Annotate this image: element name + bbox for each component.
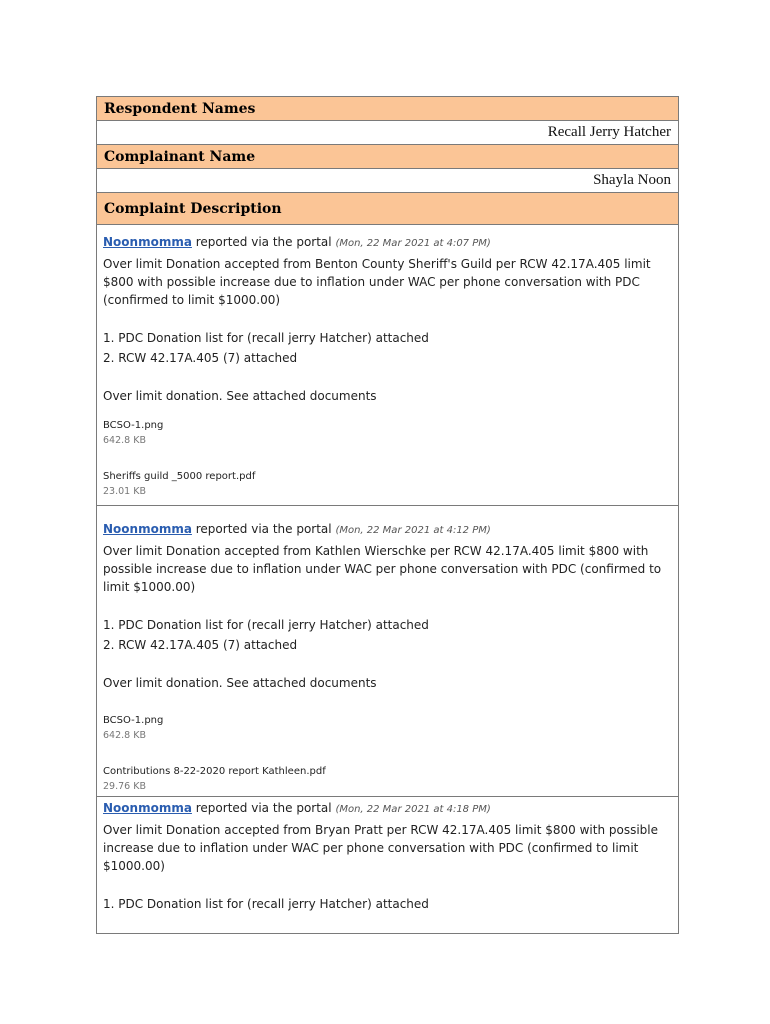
complainant-value: Shayla Noon (97, 169, 678, 193)
reported-text: reported via the portal (191, 801, 336, 815)
report-text: Over limit Donation accepted from Kathlen Wierschke per RCW 42.17A.405 limit $800 with possible increase due to inflation under WAC per phone conversation with PDC (confirmed to limit $1000.00) (103, 544, 662, 594)
report-list-item: 1. PDC Donation list for (recall jerry Hatcher) attached (103, 897, 429, 911)
attachment-name[interactable]: Sheriffs guild _5000 report.pdf (103, 471, 256, 482)
report-list-item: 2. RCW 42.17A.405 (7) attached (103, 351, 298, 365)
reporter-user-link[interactable]: Noonmomma (103, 801, 192, 815)
report-entry (103, 520, 672, 797)
reporter-line (103, 799, 672, 819)
attachment-name[interactable]: BCSO-1.png (103, 715, 164, 726)
description-header: Complaint Description (97, 193, 678, 225)
report-list-item: 1. PDC Donation list for (recall jerry Hatcher) attached (103, 618, 429, 632)
attachment-size: 29.76 KB (103, 781, 146, 792)
report-text: Over limit Donation accepted from Bryan Pratt per RCW 42.17A.405 limit $800 with possible increase due to inflation under WAC per phone conversation with PDC (confirmed to limit $1000.00) (103, 823, 659, 873)
reported-text: reported via the portal (191, 522, 336, 536)
reporter-user-link[interactable]: Noonmomma (103, 522, 192, 536)
report-note: Over limit donation. See attached documents (103, 676, 377, 690)
attachment-size: 642.8 KB (103, 435, 146, 446)
attachment[interactable] (103, 468, 672, 499)
reporter-line (103, 233, 672, 253)
report-timestamp: (Mon, 22 Mar 2021 at 4:12 PM) (335, 525, 491, 536)
entry-divider (97, 505, 678, 506)
reporter-user-link[interactable]: Noonmomma (103, 235, 192, 249)
respondent-header: Respondent Names (97, 97, 678, 121)
reporter-line (103, 520, 672, 540)
attachment-size: 642.8 KB (103, 730, 146, 741)
attachment-name[interactable]: Contributions 8-22-2020 report Kathleen.pdf (103, 766, 326, 777)
attachment-size: 23.01 KB (103, 486, 146, 497)
attachment-name[interactable]: BCSO-1.png (103, 420, 164, 431)
reported-text: reported via the portal (191, 235, 336, 249)
report-note: Over limit donation. See attached documents (103, 389, 377, 403)
complaint-document (96, 96, 679, 934)
respondent-value: Recall Jerry Hatcher (97, 121, 678, 145)
complainant-header: Complainant Name (97, 145, 678, 169)
attachment[interactable] (103, 763, 672, 794)
report-entry (103, 799, 672, 913)
complaint-description-body (97, 233, 678, 913)
report-entry (103, 233, 672, 506)
report-timestamp: (Mon, 22 Mar 2021 at 4:07 PM) (335, 238, 491, 249)
report-text: Over limit Donation accepted from Benton County Sheriff's Guild per RCW 42.17A.405 limit $800 with possible increase due to inflation under WAC per phone conversation with PDC (confirmed to limit $1000.00) (103, 257, 651, 307)
report-list-item: 1. PDC Donation list for (recall jerry Hatcher) attached (103, 331, 429, 345)
entry-divider (97, 796, 678, 797)
attachment[interactable] (103, 712, 672, 743)
report-timestamp: (Mon, 22 Mar 2021 at 4:18 PM) (335, 804, 491, 815)
report-list-item: 2. RCW 42.17A.405 (7) attached (103, 638, 298, 652)
attachment[interactable] (103, 417, 672, 448)
